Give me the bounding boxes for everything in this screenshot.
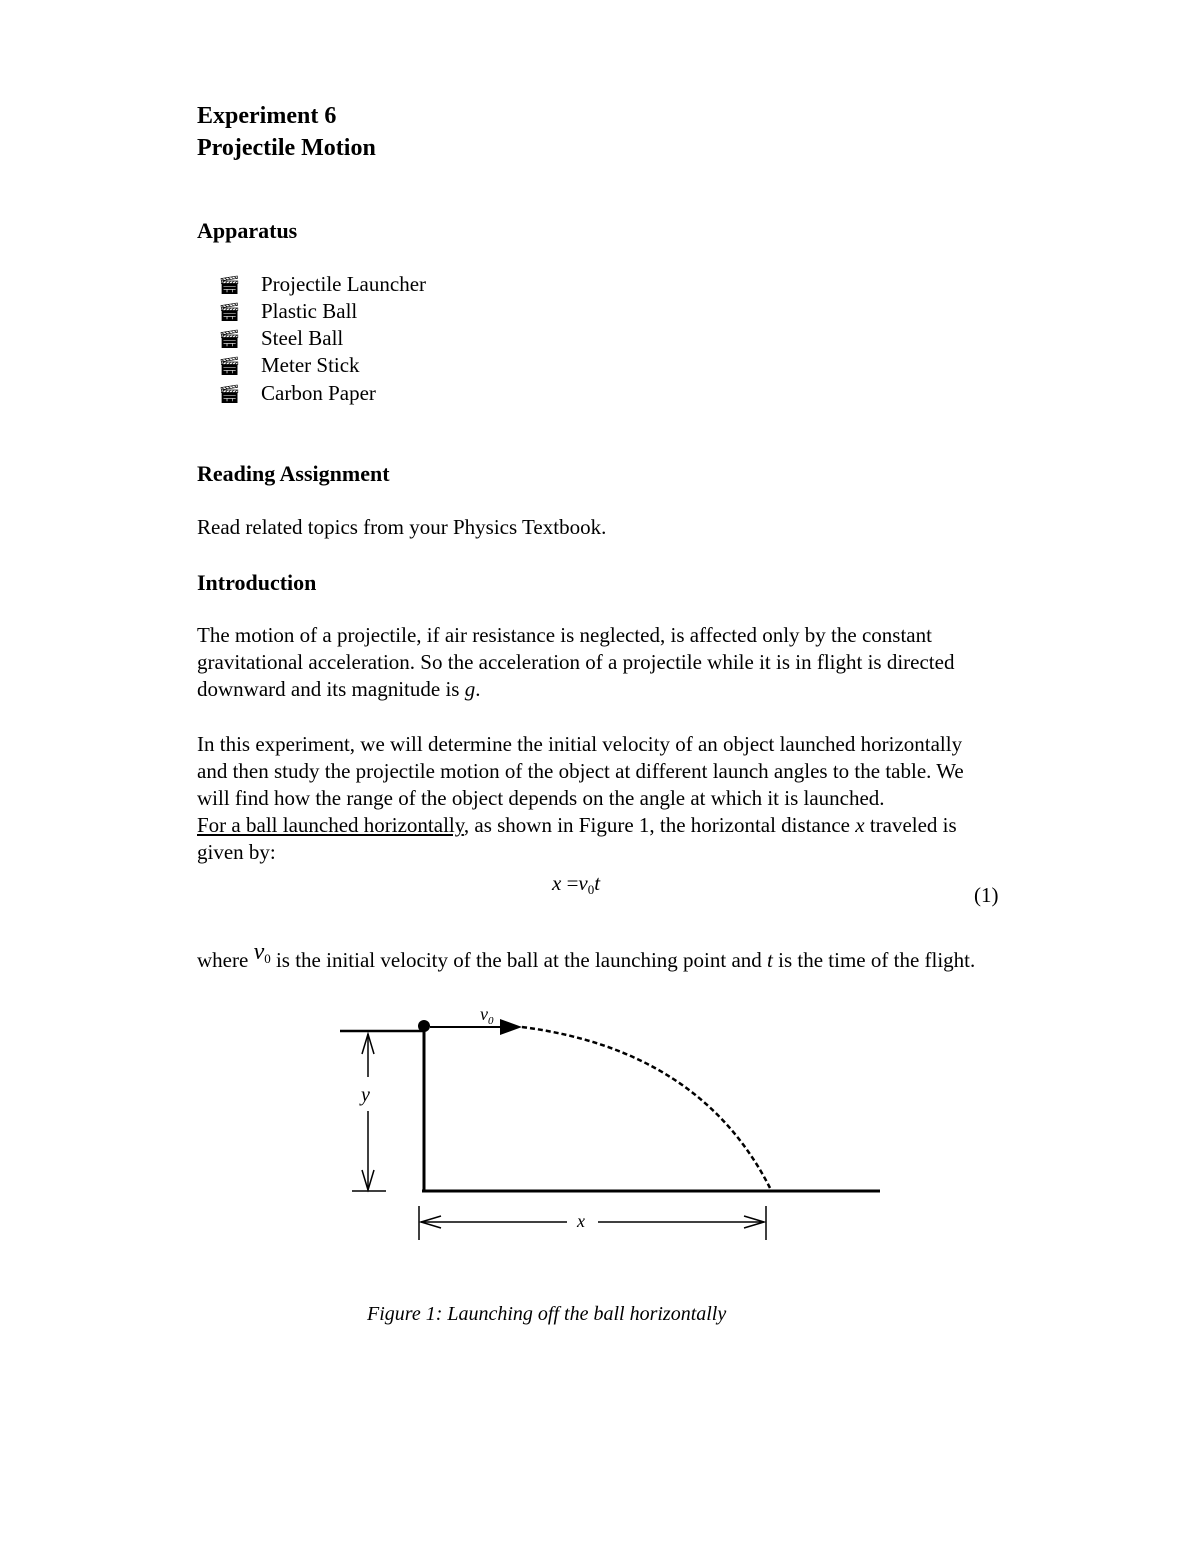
intro-line: In this experiment, we will determine the initial velocity of an object launched horizontally (197, 732, 963, 756)
experiment-number: Experiment 6 (197, 103, 337, 129)
clapperboard-icon: 🎬︎ (218, 384, 241, 404)
intro-text: downward and its magnitude is (197, 677, 465, 701)
introduction-heading: Introduction (197, 570, 317, 595)
intro-line: gravitational acceleration. So the acceleration of a projectile while it is in flight is directed (197, 650, 955, 674)
intro-line: The motion of a projectile, if air resistance is neglected, is affected only by the constant (197, 623, 932, 647)
eq-t: t (594, 871, 601, 895)
variable-x: x (855, 813, 865, 837)
where-text: is the initial velocity of the ball at the launching point and (270, 948, 768, 972)
apparatus-item: Steel Ball (261, 326, 344, 350)
label-y: y (361, 1084, 370, 1106)
apparatus-heading: Apparatus (197, 218, 298, 243)
eq-sign: = (561, 871, 579, 895)
intro-text: , as shown in Figure 1, the horizontal distance (463, 813, 856, 837)
ball (418, 1020, 430, 1032)
reading-text: Read related topics from your Physics Textbook. (197, 515, 607, 539)
where-text: is the time of the flight. (772, 948, 976, 972)
clapperboard-icon: 🎬︎ (218, 302, 241, 322)
intro-line: and then study the projectile motion of the object at different launch angles to the table. We (197, 759, 964, 783)
intro-line: will find how the range of the object depends on the angle at which it is launched. (197, 786, 885, 810)
intro-text: . (475, 677, 481, 701)
eq-x: x (552, 871, 562, 895)
where-text: where (197, 948, 254, 972)
apparatus-item: Carbon Paper (261, 381, 376, 405)
intro-text: traveled is (864, 813, 957, 837)
figure-caption: Figure 1: Launching off the ball horizontally (367, 1303, 727, 1325)
eq-sub: 0 (587, 882, 595, 897)
where-t: t (767, 948, 773, 972)
equation-number: (1) (974, 883, 999, 907)
apparatus-item: Meter Stick (261, 353, 360, 377)
where-v: v (253, 939, 265, 965)
where-sub: 0 (264, 951, 271, 966)
underlined-text: For a ball launched horizontally (197, 813, 464, 837)
apparatus-item: Plastic Ball (261, 299, 358, 323)
eq-v: v (578, 871, 588, 895)
label-x: x (577, 1211, 585, 1231)
trajectory-path (522, 1027, 770, 1188)
intro-line: given by: (197, 840, 276, 864)
variable-g: g (464, 677, 476, 701)
page-title: Projectile Motion (197, 135, 376, 161)
velocity-arrowhead (500, 1019, 522, 1035)
clapperboard-icon: 🎬︎ (218, 329, 241, 349)
clapperboard-icon: 🎬︎ (218, 275, 241, 295)
reading-heading: Reading Assignment (197, 461, 390, 486)
label-v0: $v_0$ (480, 1004, 494, 1027)
clapperboard-icon: 🎬︎ (218, 356, 241, 376)
apparatus-item: Projectile Launcher (261, 272, 427, 296)
